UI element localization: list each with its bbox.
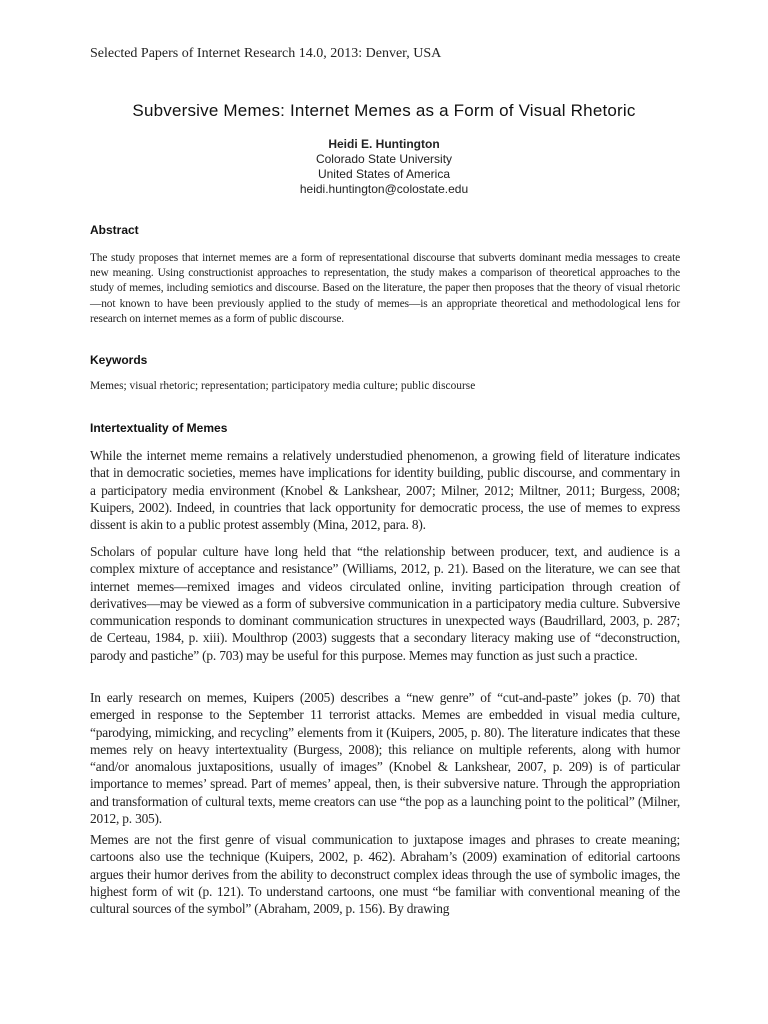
paper-title: Subversive Memes: Internet Memes as a Form of Visual Rhetoric [132, 101, 636, 120]
section-heading: Intertextuality of Memes [90, 421, 228, 435]
author-affiliation: Colorado State University [315, 152, 453, 166]
conference-header: Selected Papers of Internet Research 14.0, 2013: Denver, USA [90, 46, 442, 61]
body-paragraph: Scholars of popular culture have long held that “the relationship between producer, text, and audience is a complex mixture of acceptance and resistance” (Williams, 2012, p. 21). Based on the literature, we can see that internet memes—remixed images and videos circulated online, inviting participation through creation of derivatives—may be viewed as a form of subversive communication in a participatory media culture. Subversive communication responds to dominant communication structures in unexpected ways (Baudrillard, 2003, p. 287; de Certeau, 1984, p. xiii). Moulthrop (2003) suggests that a secondary literacy making use of “deconstruction, parody and pastiche” (p. 703) may be useful for this purpose. Memes may function as just such a practice. [90, 544, 680, 663]
keywords-heading: Keywords [90, 353, 148, 367]
body-paragraph: In early research on memes, Kuipers (2005) describes a “new genre” of “cut-and-paste” jokes (p. 70) that emerged in response to the September 11 terrorist attacks. Memes are embedded in visual media culture, “parodying, mimicking, and recycling” elements from it (Kuipers, 2005, p. 80). The literature indicates that these memes rely on heavy intertextuality (Burgess, 2008); this reliance on multiple referents, along with humor “and/or anomalous juxtapositions, usually of images” (Knobel & Lankshear, 2007, p. 209) is of particular importance to memes’ spread. Part of memes’ appeal, then, is their subversive nature. Through the appropriation and transformation of cultural texts, meme creators can use “the pop as a launching point to the political” (Milner, 2012, p. 305). [90, 690, 680, 827]
abstract-text: The study proposes that internet memes are a form of representational discourse that subverts dominant media messages to create new meaning. Using constructionist approaches to representation, the study makes a comparison of theoretical approaches to the study of memes, including semiotics and discourse. Based on the literature, the paper then proposes that the theory of visual rhetoric—not known to have been previously applied to the study of memes—is an appropriate theoretical and methodological lens for research on internet memes as a form of public discourse. [90, 252, 680, 325]
body-paragraph: Memes are not the first genre of visual communication to juxtapose images and phrases to create meaning; cartoons also use the technique (Kuipers, 2002, p. 462). Abraham’s (2009) examination of editorial cartoons argues their humor derives from the ability to deconstruct complex ideas through the use of symbolic images, the highest form of wit (p. 121). To understand cartoons, one must “be familiar with conventional meaning of the cultural sources of the symbol” (Abraham, 2009, p. 156). By drawing [90, 832, 680, 917]
author-name: Heidi E. Huntington [328, 137, 440, 151]
abstract-heading: Abstract [90, 223, 139, 237]
keywords-text: Memes; visual rhetoric; representation; participatory media culture; public discourse [90, 380, 476, 392]
author-email: heidi.huntington@colostate.edu [299, 182, 469, 196]
author-block [60, 137, 708, 197]
author-country: United States of America [317, 167, 451, 181]
body-paragraph: While the internet meme remains a relatively understudied phenomenon, a growing field of literature indicates that in democratic societies, memes have implications for identity building, public discourse, and commentary in a participatory media environment (Knobel & Lankshear, 2007; Milner, 2012; Miltner, 2011; Burgess, 2008; Kuipers, 2002). Indeed, in countries that lack opportunity for democratic process, the use of memes to express dissent is akin to a public protest assembly (Mina, 2012, para. 8). [90, 448, 680, 533]
